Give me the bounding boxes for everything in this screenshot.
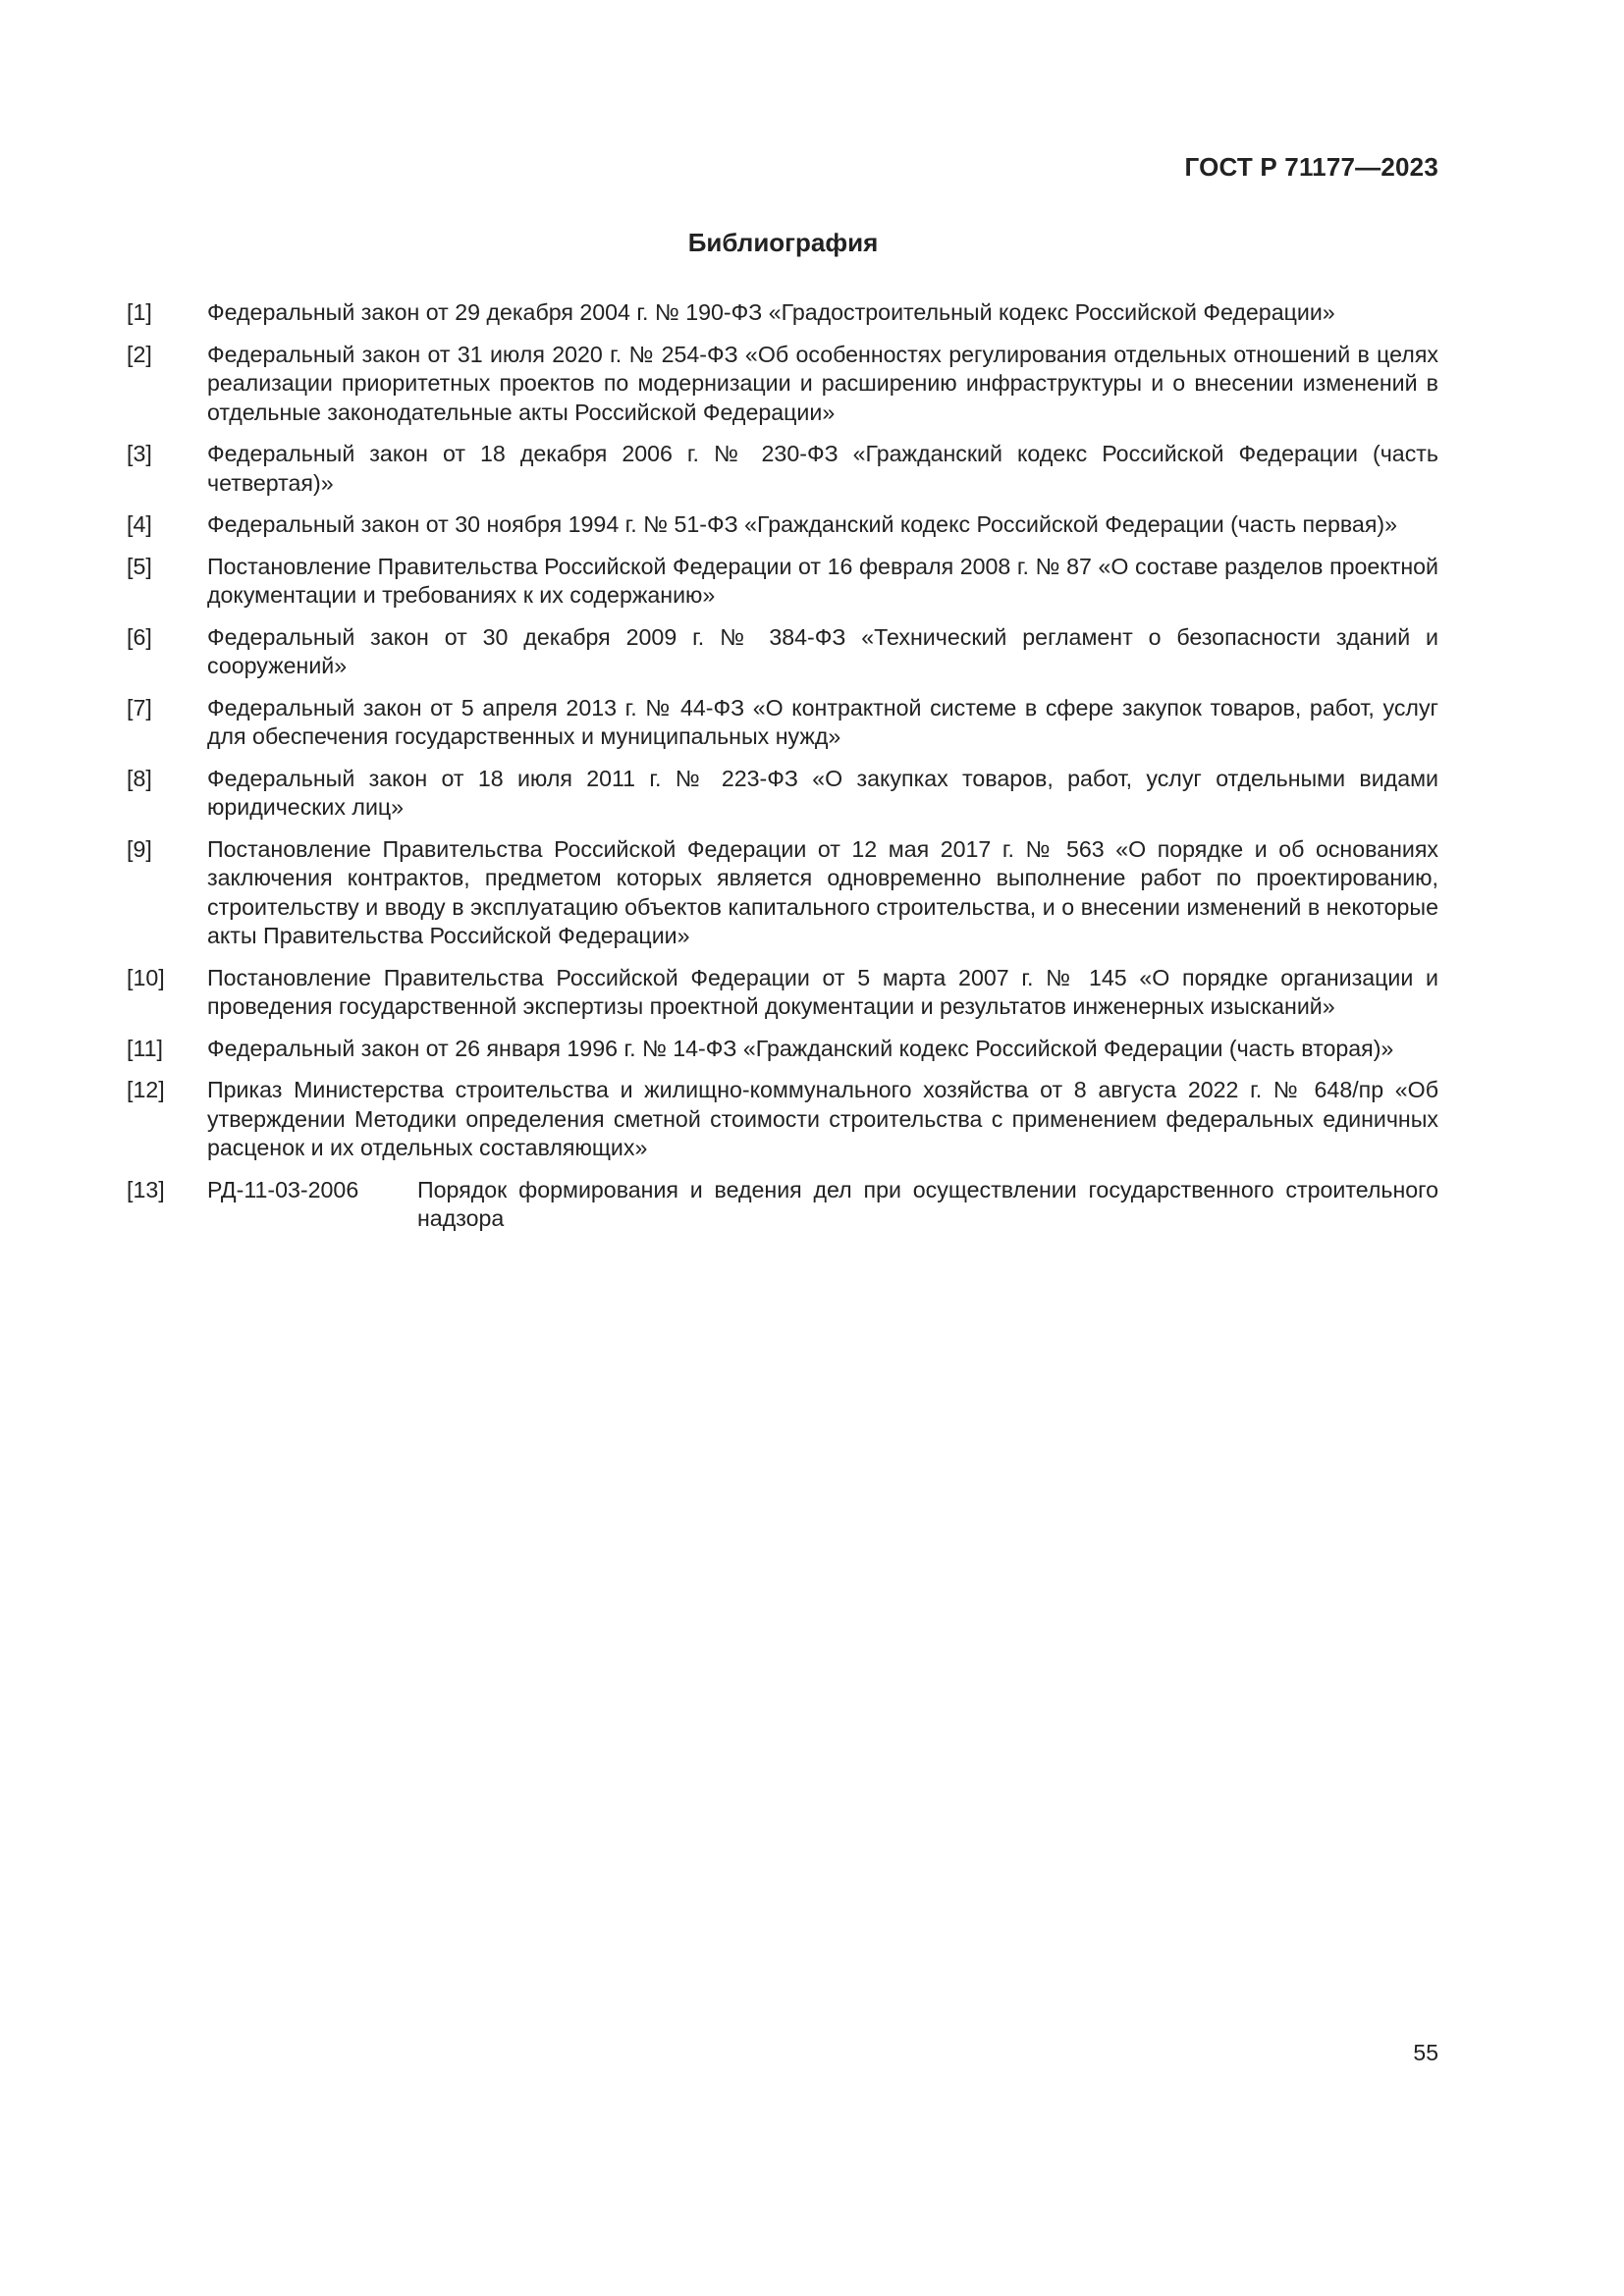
bibliography-entry-13 [127,1176,1438,1234]
bibliography-entry-10 [127,964,1438,1022]
entry-text: Федеральный закон от 5 апреля 2013 г. № 44-ФЗ «О контрактной системе в сфере закупок товаров, работ, услуг для обеспечения государственных и муниципальных нужд» [207,694,1438,749]
bibliography-entry-12 [127,1076,1438,1163]
entry-number: [5] [127,553,152,579]
entry-number: [10] [127,964,165,990]
entry-text: Приказ Министерства строительства и жилищно-коммунального хозяйства от 8 августа 2022 г. № 648/пр «Об утверждении Методики определения сметной стоимости строительства с применением федеральных единичных расценок и их отдельных составляющих» [207,1077,1438,1160]
entry-number: [11] [127,1035,163,1061]
entry-text: Порядок формирования и ведения дел при осуществлении государственного строительного надзора [417,1176,1438,1231]
bibliography-entry-4 [127,510,1438,540]
entry-text: Постановление Правительства Российской Федерации от 5 марта 2007 г. № 145 «О порядке организации и проведения государственной экспертизы проектной документации и результатов инженерных изысканий» [207,964,1438,1019]
bibliography-entry-5 [127,553,1438,611]
entry-number: [2] [127,341,152,367]
entry-text: Постановление Правительства Российской Федерации от 16 февраля 2008 г. № 87 «О составе разделов проектной документации и требованиях к их содержанию» [207,553,1438,608]
entry-text: Федеральный закон от 18 декабря 2006 г. № 230-ФЗ «Гражданский кодекс Российской Федерации (часть четвертая)» [207,441,1438,496]
entry-number: [12] [127,1077,165,1102]
bibliography-entry-7 [127,694,1438,752]
bibliography-entry-2 [127,341,1438,428]
entry-text: Федеральный закон от 29 декабря 2004 г. № 190-ФЗ «Градостроительный кодекс Российской Федерации» [207,299,1335,325]
entry-number: [1] [127,299,152,325]
bibliography-entry-6 [127,623,1438,681]
bibliography-entry-3 [127,440,1438,498]
entry-text: Постановление Правительства Российской Федерации от 12 мая 2017 г. № 563 «О порядке и об основаниях заключения контрактов, предметом которых является одновременно выполнение работ по проектированию, строительству и вводу в эксплуатацию объектов капитального строительства, и о внесении изменений в некоторые акты Правительства Российской Федерации» [207,835,1438,948]
entry-number: [8] [127,765,152,791]
entry-text: Федеральный закон от 30 ноября 1994 г. № 51-ФЗ «Гражданский кодекс Российской Федерации (часть первая)» [207,511,1397,537]
bibliography-entry-9 [127,835,1438,951]
section-title: Библиография [687,228,879,257]
bibliography-entry-1 [127,298,1438,328]
entry-number: [7] [127,694,152,721]
bibliography-entry-8 [127,765,1438,823]
bibliography-entry-11 [127,1035,1438,1064]
entry-text: Федеральный закон от 26 января 1996 г. № 14-ФЗ «Гражданский кодекс Российской Федерации (часть вторая)» [207,1035,1394,1061]
entry-text: Федеральный закон от 18 июля 2011 г. № 223-ФЗ «О закупках товаров, работ, услуг отдельными видами юридических лиц» [207,765,1438,820]
entry-text: Федеральный закон от 31 июля 2020 г. № 254-ФЗ «Об особенностях регулирования отдельных отношений в целях реализации приоритетных проектов по модернизации и расширению инфраструктуры и о внесении изменений в отдельные законодательные акты Российской Федерации» [207,341,1438,425]
entry-number: [13] [127,1176,165,1202]
entry-number: [3] [127,441,152,466]
entry-text: Федеральный закон от 30 декабря 2009 г. № 384-ФЗ «Технический регламент о безопасности зданий и сооружений» [207,623,1438,678]
entry-number: [4] [127,511,152,537]
bibliography-list [127,298,1438,1247]
entry-number: [9] [127,835,152,862]
entry-document-code: РД-11-03-2006 [207,1176,359,1202]
document-code: ГОСТ Р 71177—2023 [1184,152,1438,182]
entry-number: [6] [127,623,152,650]
page-number: 55 [1413,2040,1438,2065]
